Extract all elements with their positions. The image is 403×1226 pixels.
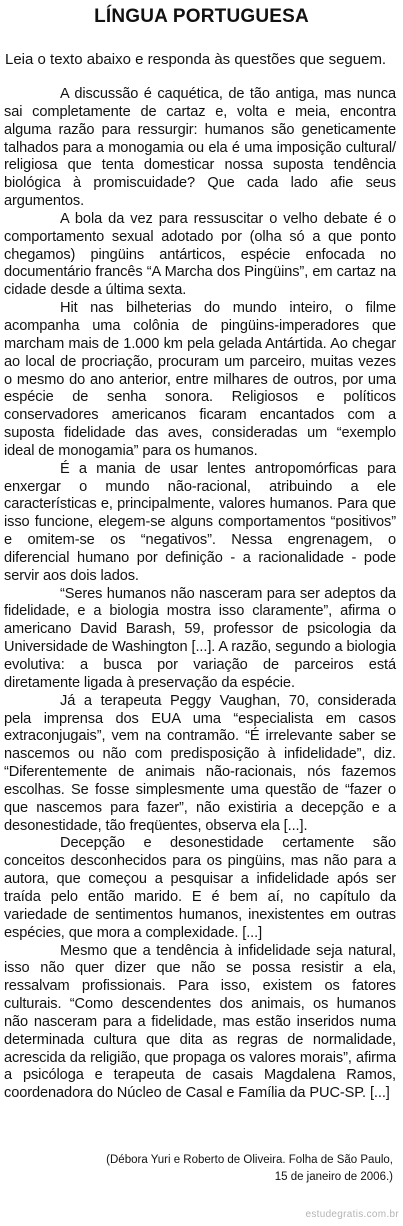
article-body [4,86,396,1103]
paragraph-6: Já a terapeuta Peggy Vaughan, 70, considerada pela imprensa dos EUA uma “especialista em casos extraconjugais”, vem na contramão. “É irrelevante saber se nascemos ou não com predisposição à infidelidade”, diz. “Diferentemente de animais não-racionais, nós fazemos escolhas. Se fosse simplesmente uma questão de “fazer o que nascemos para fazer”, não existiria a decepção e a desonestidade, tão freqüentes, observa ela [...]. [4,692,396,834]
source-citation [33,1152,393,1186]
paragraph-2: A bola da vez para ressuscitar o velho debate é o comportamento sexual adotado por (olha só a que ponto chegamos) pingüins antárticos, espécie enfocada no documentário francês “A Marcha dos Pingüins”, em cartaz na cidade desde a última sexta. [4,210,396,299]
paragraph-3: Hit nas bilheterias do mundo inteiro, o filme acompanha uma colônia de pingüins-imperadores que marcham mais de 1.000 km pela gelada Antártida. Ao chegar ao local de procriação, procuram um parceiro, muitas vezes o mesmo do ano anterior, entre milhares de outros, por uma espécie de senha sonora. Religiosos e políticos conservadores americanos ficaram encantados com a suposta fidelidade das aves, consideradas um “exemplo ideal de monogamia” para os humanos. [4,300,396,459]
site-watermark: estudegratis.com.br [305,1209,399,1220]
paragraph-1: A discussão é caquética, de tão antiga, mas nunca sai completamente de cartaz e, volta e meia, encontra alguma razão para ressurgir: humanos são geneticamente talhados para a monogamia ou ela é uma imposição cultural/ religiosa que tenta domesticar nossa suposta tendência biológica à promiscuidade? Que cada lado afie seus argumentos. [4,86,396,210]
paragraph-7: Decepção e desonestidade certamente são conceitos desconhecidos para os pingüins, mas não para a autora, que começou a pesquisar a infidelidade após ser traída pelo então marido. E é bem aí, no capítulo da variedade de sentimentos humanos, inexistentes em outras espécies, que mora a complexidade. [...] [4,835,396,941]
paragraph-4: É a mania de usar lentes antropomórficas para enxergar o mundo não-racional, atribuindo a ele características e, principalmente, valores humanos. Para que isso funcione, elegem-se alguns comportamentos “positivos” e omitem-se os “negativos”. Nessa engrenagem, o diferencial humano por definição - a racionalidade - pode servir aos dois lados. [4,460,396,584]
paragraph-8: Mesmo que a tendência à infidelidade seja natural, isso não quer dizer que não se possa resistir a ela, ressalvam profissionais. Para isso, existem os fatores culturais. “Como descendentes dos animais, os humanos não nasceram para a fidelidade, mas estão inseridos numa determinada cultura que dita as regras de normalidade, acrescida da religião, que propaga os valores morais”, afirma a psicóloga e terapeuta de casais Magdalena Ramos, coordenadora do Núcleo de Casal e Família da PUC-SP. [...] [4,942,396,1102]
instruction-text: Leia o texto abaixo e responda às questões que seguem. [5,51,387,68]
paragraph-5: “Seres humanos não nasceram para ser adeptos da fidelidade, e a biologia mostra isso claramente”, afirma o americano David Barash, 59, professor de psicologia da Universidade de Washington [...]. A razão, segundo a biologia evolutiva: a busca por variação de parceiros está diretamente ligada à preservação da espécie. [4,585,396,691]
page-title: LÍNGUA PORTUGUESA [94,6,309,27]
citation-authors: (Débora Yuri e Roberto de Oliveira. Folha de São Paulo, [106,1154,393,1166]
citation-date: 15 de janeiro de 2006.) [274,1171,393,1183]
